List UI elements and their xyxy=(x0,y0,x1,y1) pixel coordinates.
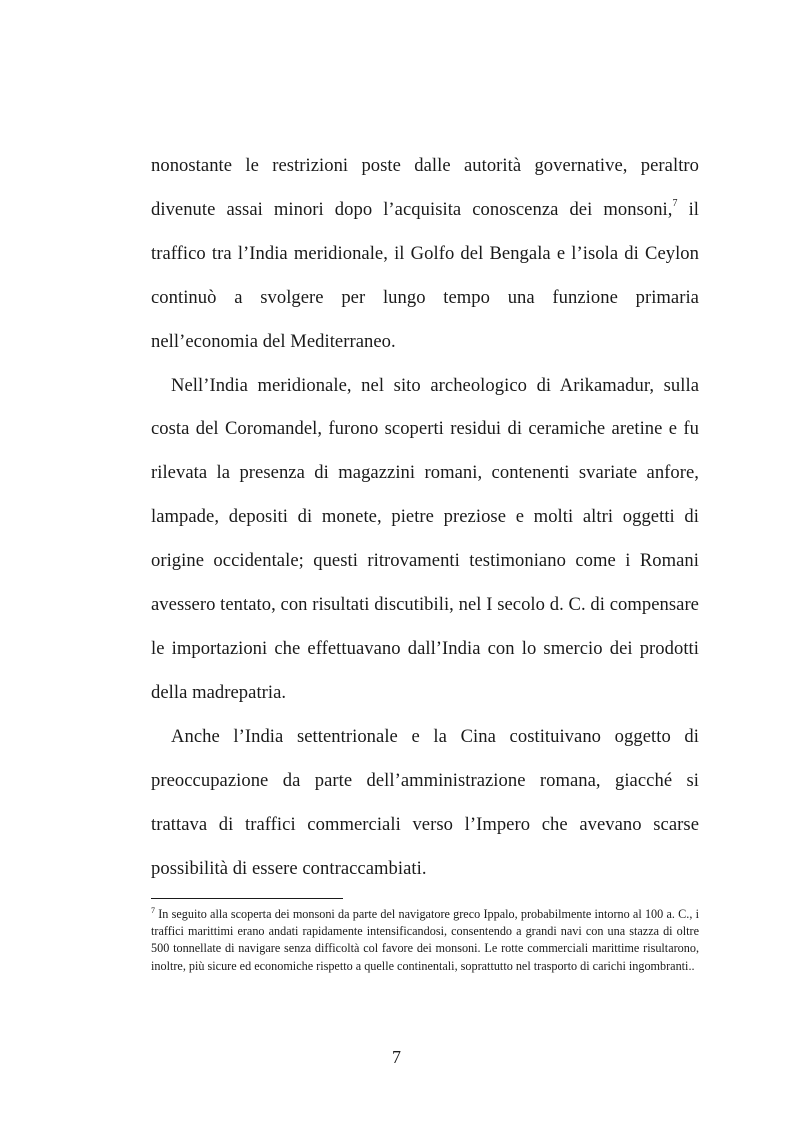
footnote-number: 7 xyxy=(151,906,155,915)
footnote-reference: 7 xyxy=(672,197,678,209)
footnote-text: In seguito alla scoperta dei monsoni da parte del navigatore greco Ippalo, probabilmente intorno al 100 a. C., i traffici marittimi erano andati rapidamente intensificandosi, consentendo a grandi navi con una stazza di oltre 500 tonnellate di navigare senza difficoltà col favore dei monsoni. Le rotte commerciali marittime risultarono, inoltre, più sicure ed economiche rispetto a quelle continentali, soprattutto nel trasporto di carichi ingombranti.. xyxy=(151,907,699,973)
paragraph-1 xyxy=(151,144,699,364)
paragraph-1-continuation: il traffico tra l’India meridionale, il Golfo del Bengala e l’isola di Ceylon continuò a svolgere per lungo tempo una funzione primaria nell’economia del Mediterraneo. xyxy=(151,198,699,352)
footnote-body xyxy=(151,906,699,975)
footnote-separator xyxy=(151,898,343,899)
paragraph-2: Nell’India meridionale, nel sito archeologico di Arikamadur, sulla costa del Coromandel, furono scoperti residui di ceramiche aretine e fu rilevata la presenza di magazzini romani, contenenti svariate anfore, lampade, depositi di monete, pietre preziose e molti altri oggetti di origine occidentale; questi ritrovamenti testimoniano come i Romani avessero tentato, con risultati discutibili, nel I secolo d. C. di compensare le importazioni che effettuavano dall’India con lo smercio dei prodotti della madrepatria. xyxy=(151,374,699,703)
paragraph-3: Anche l’India settentrionale e la Cina costituivano oggetto di preoccupazione da parte dell’amministrazione romana, giacché si trattava di traffici commerciali verso l’Impero che avevano scarse possibilità di essere contraccambiati. xyxy=(151,725,699,879)
body-text xyxy=(151,144,699,890)
footnote xyxy=(151,906,699,975)
page-number: 7 xyxy=(392,1047,401,1067)
paragraph-1-text: nonostante le restrizioni poste dalle autorità governative, peraltro divenute assai minori dopo l’acquisita conoscenza dei monsoni, xyxy=(151,155,699,220)
